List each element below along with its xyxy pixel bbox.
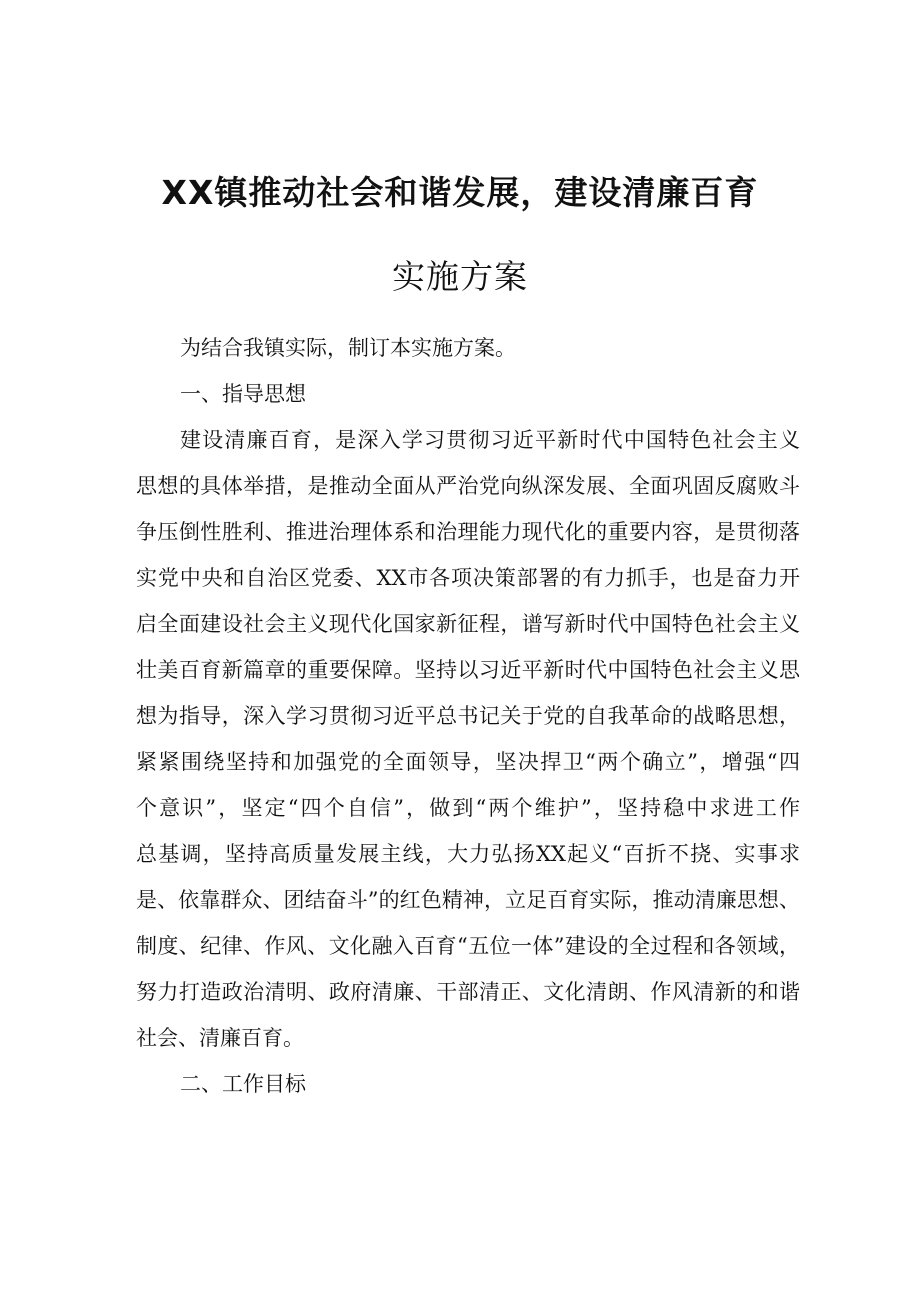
paragraph-line: 想为指导，深入学习贯彻习近平总书记关于党的自我革命的战略思想， — [136, 704, 800, 728]
section-heading-guiding-ideology: 一、指导思想 — [180, 382, 306, 406]
section-heading-work-goals: 二、工作目标 — [180, 1072, 306, 1096]
paragraph-line: 争压倒性胜利、推进治理体系和治理能力现代化的重要内容，是贯彻落 — [136, 520, 800, 544]
paragraph-line: 是、依靠群众、团结奋斗”的红色精神，立足百育实际，推动清廉思想、 — [136, 888, 800, 912]
paragraph-line: 实党中央和自治区党委、XX市各项决策部署的有力抓手，也是奋力开 — [136, 566, 800, 590]
paragraph-line: 壮美百育新篇章的重要保障。坚持以习近平新时代中国特色社会主义思 — [136, 658, 800, 682]
paragraph-line: 个意识”，坚定“四个自信”，做到“两个维护”，坚持稳中求进工作 — [136, 796, 800, 820]
document-title-line-2: 实施方案 — [392, 257, 528, 296]
paragraph-line: 努力打造政治清明、政府清廉、干部清正、文化清朗、作风清新的和谐 — [136, 980, 800, 1004]
paragraph-line: 总基调，坚持高质量发展主线，大力弘扬XX起义“百折不挠、实事求 — [136, 842, 800, 866]
paragraph-line: 制度、纪律、作风、文化融入百育“五位一体”建设的全过程和各领域， — [136, 934, 800, 958]
paragraph-line: 社会、清廉百育。 — [136, 1026, 304, 1050]
paragraph-line: 思想的具体举措，是推动全面从严治党向纵深发展、全面巩固反腐败斗 — [136, 474, 800, 498]
paragraph-line: 建设清廉百育，是深入学习贯彻习近平新时代中国特色社会主义 — [180, 428, 800, 452]
document-title-line-1: XX镇推动社会和谐发展，建设清廉百育 — [161, 173, 759, 212]
paragraph-line: 紧紧围绕坚持和加强党的全面领导，坚决捍卫“两个确立”，增强“四 — [136, 750, 800, 774]
intro-paragraph: 为结合我镇实际，制订本实施方案。 — [180, 336, 516, 360]
paragraph-line: 启全面建设社会主义现代化国家新征程，谱写新时代中国特色社会主义 — [136, 612, 800, 636]
